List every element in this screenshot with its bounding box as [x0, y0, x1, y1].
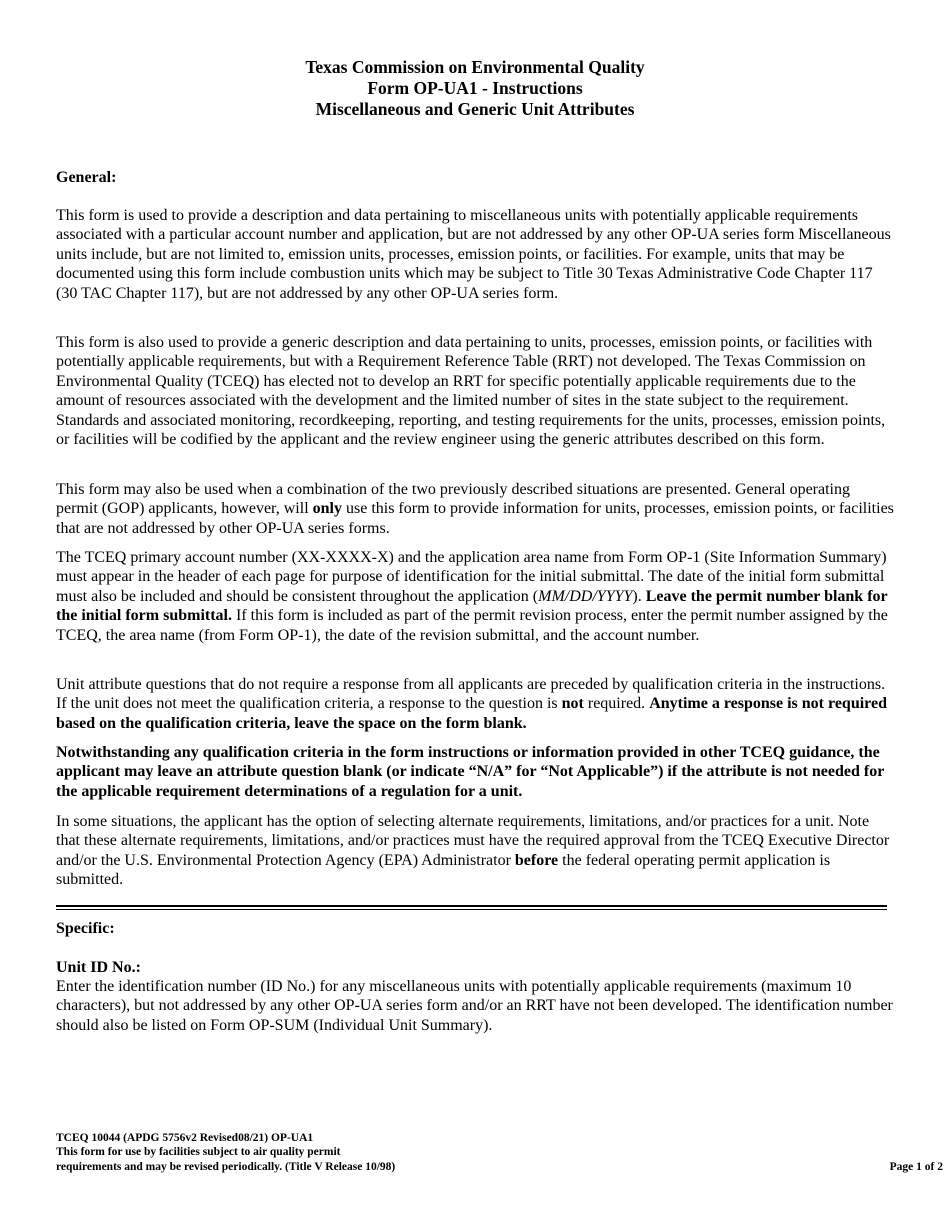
general-paragraph-7 [56, 812, 894, 890]
header-subtitle: Miscellaneous and Generic Unit Attributes [315, 99, 635, 119]
page-number: Page 1 of 2 [889, 1161, 943, 1173]
p7-emphasis-before: before [514, 851, 559, 869]
general-paragraph-6: Notwithstanding any qualification criteria in the form instructions or information provided in other TCEQ guidance, the applicant may leave an attribute question blank (or indicate “N/A” for “Not Applicable”) if the attribute is not needed for the applicable requirement determinations of a regulation for a unit. [56, 744, 884, 800]
p3-text-a: This form may also be used when a combination of the two previously described situations are presented. General operating permit (GOP) applicants, however, will [56, 481, 850, 518]
p4-text-e: If this form is included as part of the permit revision process, enter the permit number assigned by the TCEQ, the area name (from Form OP-1), the date of the revision submittal, and the account number. [56, 607, 888, 644]
general-paragraph-4 [56, 548, 894, 645]
section-divider [56, 905, 887, 910]
p4-text-a: The TCEQ primary account number (XX-XXXX-X) and the application area name from Form OP-1 (Site Information Summary) must appear in the header of each page for purpose of identification for the initial submittal. The date of the initial form submittal must also be included and should be consistent throughout the application ( [56, 549, 887, 605]
p7-text-c: the federal operating permit application is submitted. [56, 851, 831, 889]
footer-form-info [56, 1131, 395, 1174]
p5-text-a: Unit attribute questions that do not require a response from all applicants are preceded by qualification criteria in the instructions. If the unit does not meet the qualification criteria, a response to the question is [56, 676, 886, 713]
document-header [56, 57, 894, 120]
general-heading: General: [56, 169, 117, 186]
p3-emphasis-only: only [312, 500, 342, 518]
specific-heading: Specific: [56, 920, 115, 937]
general-paragraph-1: This form is used to provide a description and data pertaining to miscellaneous units with potentially applicable requirements associated with a particular account number and application, but are not addressed by any other OP-UA series form Miscellaneous units include, but are not limited to, emission units, processes, emission points, or facilities. For example, units that may be documented using this form include combustion units which may be subject to Title 30 Texas Administrative Code Chapter 117 (30 TAC Chapter 117), but are not addressed by any other OP-UA series form. [56, 207, 891, 302]
general-paragraph-2: This form is also used to provide a generic description and data pertaining to units, processes, emission points, or facilities with potentially applicable requirements, but with a Requirement Reference Table (RRT) not developed. The Texas Commission on Environmental Quality (TCEQ) has elected not to develop an RRT for specific potentially applicable requirements due to the amount of resources associated with the development and the limited number of sites in the state subject to the requirement. Standards and associated monitoring, recordkeeping, reporting, and testing requirements for the units, processes, emission points, or facilities will be codified by the applicant and the review engineer using the generic attributes described on this form. [56, 334, 886, 449]
p5-emphasis-not: not [561, 695, 584, 713]
footer-form-number: TCEQ 10044 (APDG 5756v2 Revised08/21) OP-UA1 [56, 1132, 314, 1144]
header-agency: Texas Commission on Environmental Quality [305, 57, 645, 77]
header-form-title: Form OP-UA1 - Instructions [367, 78, 583, 98]
footer-usage-line1: This form for use by facilities subject to air quality permit [56, 1146, 341, 1159]
p4-text-c: ). [632, 587, 646, 605]
general-paragraph-3 [56, 480, 894, 538]
p4-date-format: MM/DD/YYYY [538, 587, 633, 605]
p5-text-c: required. [583, 695, 650, 713]
p4-emphasis-leave-blank: Leave the permit number blank for the initial form submittal. [56, 587, 888, 625]
p5-emphasis-anytime: Anytime a response is not required based on the qualification criteria, leave the space on the form blank. [56, 695, 887, 732]
general-paragraph-5 [56, 675, 894, 733]
p7-text-a: In some situations, the applicant has the option of selecting alternate requirements, limitations, and/or practices for a unit. Note that these alternate requirements, limitations, and/or practices must have the required approval from the TCEQ Executive Director and/or the U.S. Environmental Protection Agency (EPA) Administrator [56, 813, 890, 869]
unit-id-heading: Unit ID No.: [56, 959, 141, 976]
footer-usage-line2: requirements and may be revised periodically. (Title V Release 10/98) [56, 1160, 396, 1173]
p3-text-c: use this form to provide information for units, processes, emission points, or facilities that are not addressed by other OP-UA series forms. [56, 500, 894, 537]
unit-id-instructions: Enter the identification number (ID No.) for any miscellaneous units with potentially applicable requirements (maximum 10 characters), but not addressed by any other OP-UA series form and/or an RRT have not been developed. The identification number should also be listed on Form OP-SUM (Individual Unit Summary). [56, 978, 893, 1034]
